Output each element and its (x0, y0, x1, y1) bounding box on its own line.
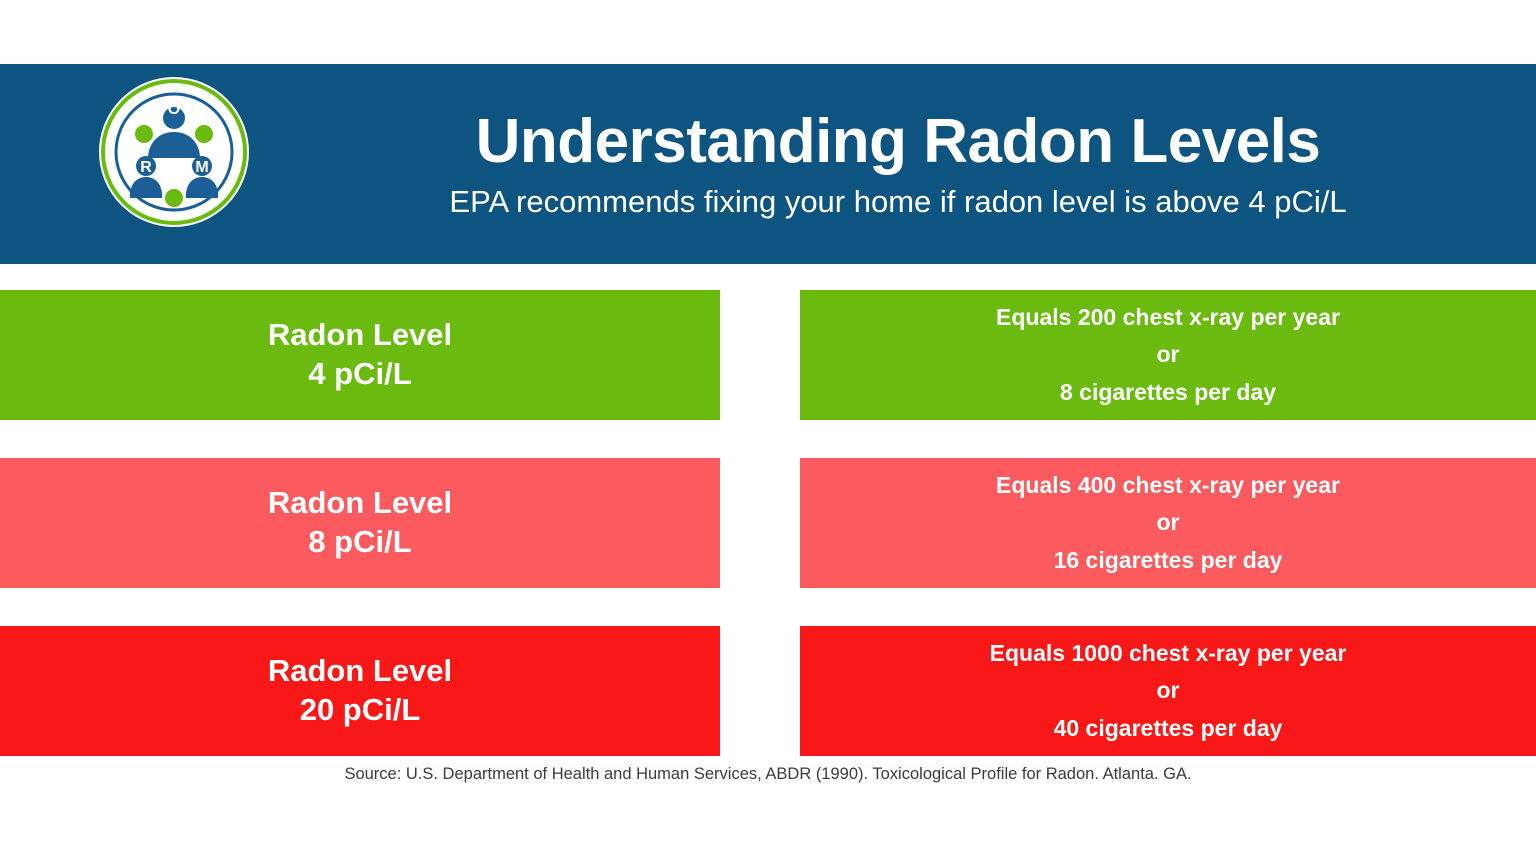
radon-equivalence-box (800, 290, 1536, 420)
radon-level-label: Radon Level (267, 485, 453, 521)
radon-level-value: 4 pCi/L (308, 356, 412, 391)
equivalence-line-xray: Equals 400 chest x-ray per year (996, 472, 1340, 499)
radon-level-box (0, 626, 720, 756)
page-title: Understanding Radon Levels (475, 107, 1321, 177)
radon-equivalence-box (800, 458, 1536, 588)
equivalence-line-or: or (1156, 509, 1180, 536)
table-row (0, 290, 1536, 420)
radon-level-box (0, 290, 720, 420)
radon-level-value: 8 pCi/L (308, 524, 412, 559)
radon-equivalence-box (800, 626, 1536, 756)
organization-logo (96, 74, 252, 230)
equivalence-line-cigarettes: 40 cigarettes per day (1053, 714, 1283, 741)
header-band (0, 64, 1536, 264)
equivalence-line-cigarettes: 16 cigarettes per day (1053, 546, 1283, 573)
table-row (0, 626, 1536, 756)
source-citation: Source: U.S. Department of Health and Human Services, ABDR (1990). Toxicological Profile for Radon. Atlanta. GA. (344, 765, 1192, 783)
table-row (0, 458, 1536, 588)
equivalence-line-xray: Equals 1000 chest x-ray per year (989, 640, 1347, 667)
radon-level-label: Radon Level (267, 653, 453, 689)
equivalence-line-or: or (1156, 677, 1180, 704)
logo-letter-right: M (195, 159, 209, 176)
logo-letter-top: O (167, 101, 181, 118)
page-subtitle: EPA recommends fixing your home if radon level is above 4 pCi/L (449, 183, 1347, 219)
header-text-block (260, 64, 1536, 264)
radon-level-label: Radon Level (267, 317, 453, 353)
radon-level-value: 20 pCi/L (299, 692, 421, 727)
radon-level-rows (0, 290, 1536, 794)
equivalence-line-or: or (1156, 341, 1180, 368)
radon-level-box (0, 458, 720, 588)
logo-letter-left: R (140, 159, 152, 176)
equivalence-line-cigarettes: 8 cigarettes per day (1059, 378, 1277, 405)
equivalence-line-xray: Equals 200 chest x-ray per year (996, 304, 1340, 331)
